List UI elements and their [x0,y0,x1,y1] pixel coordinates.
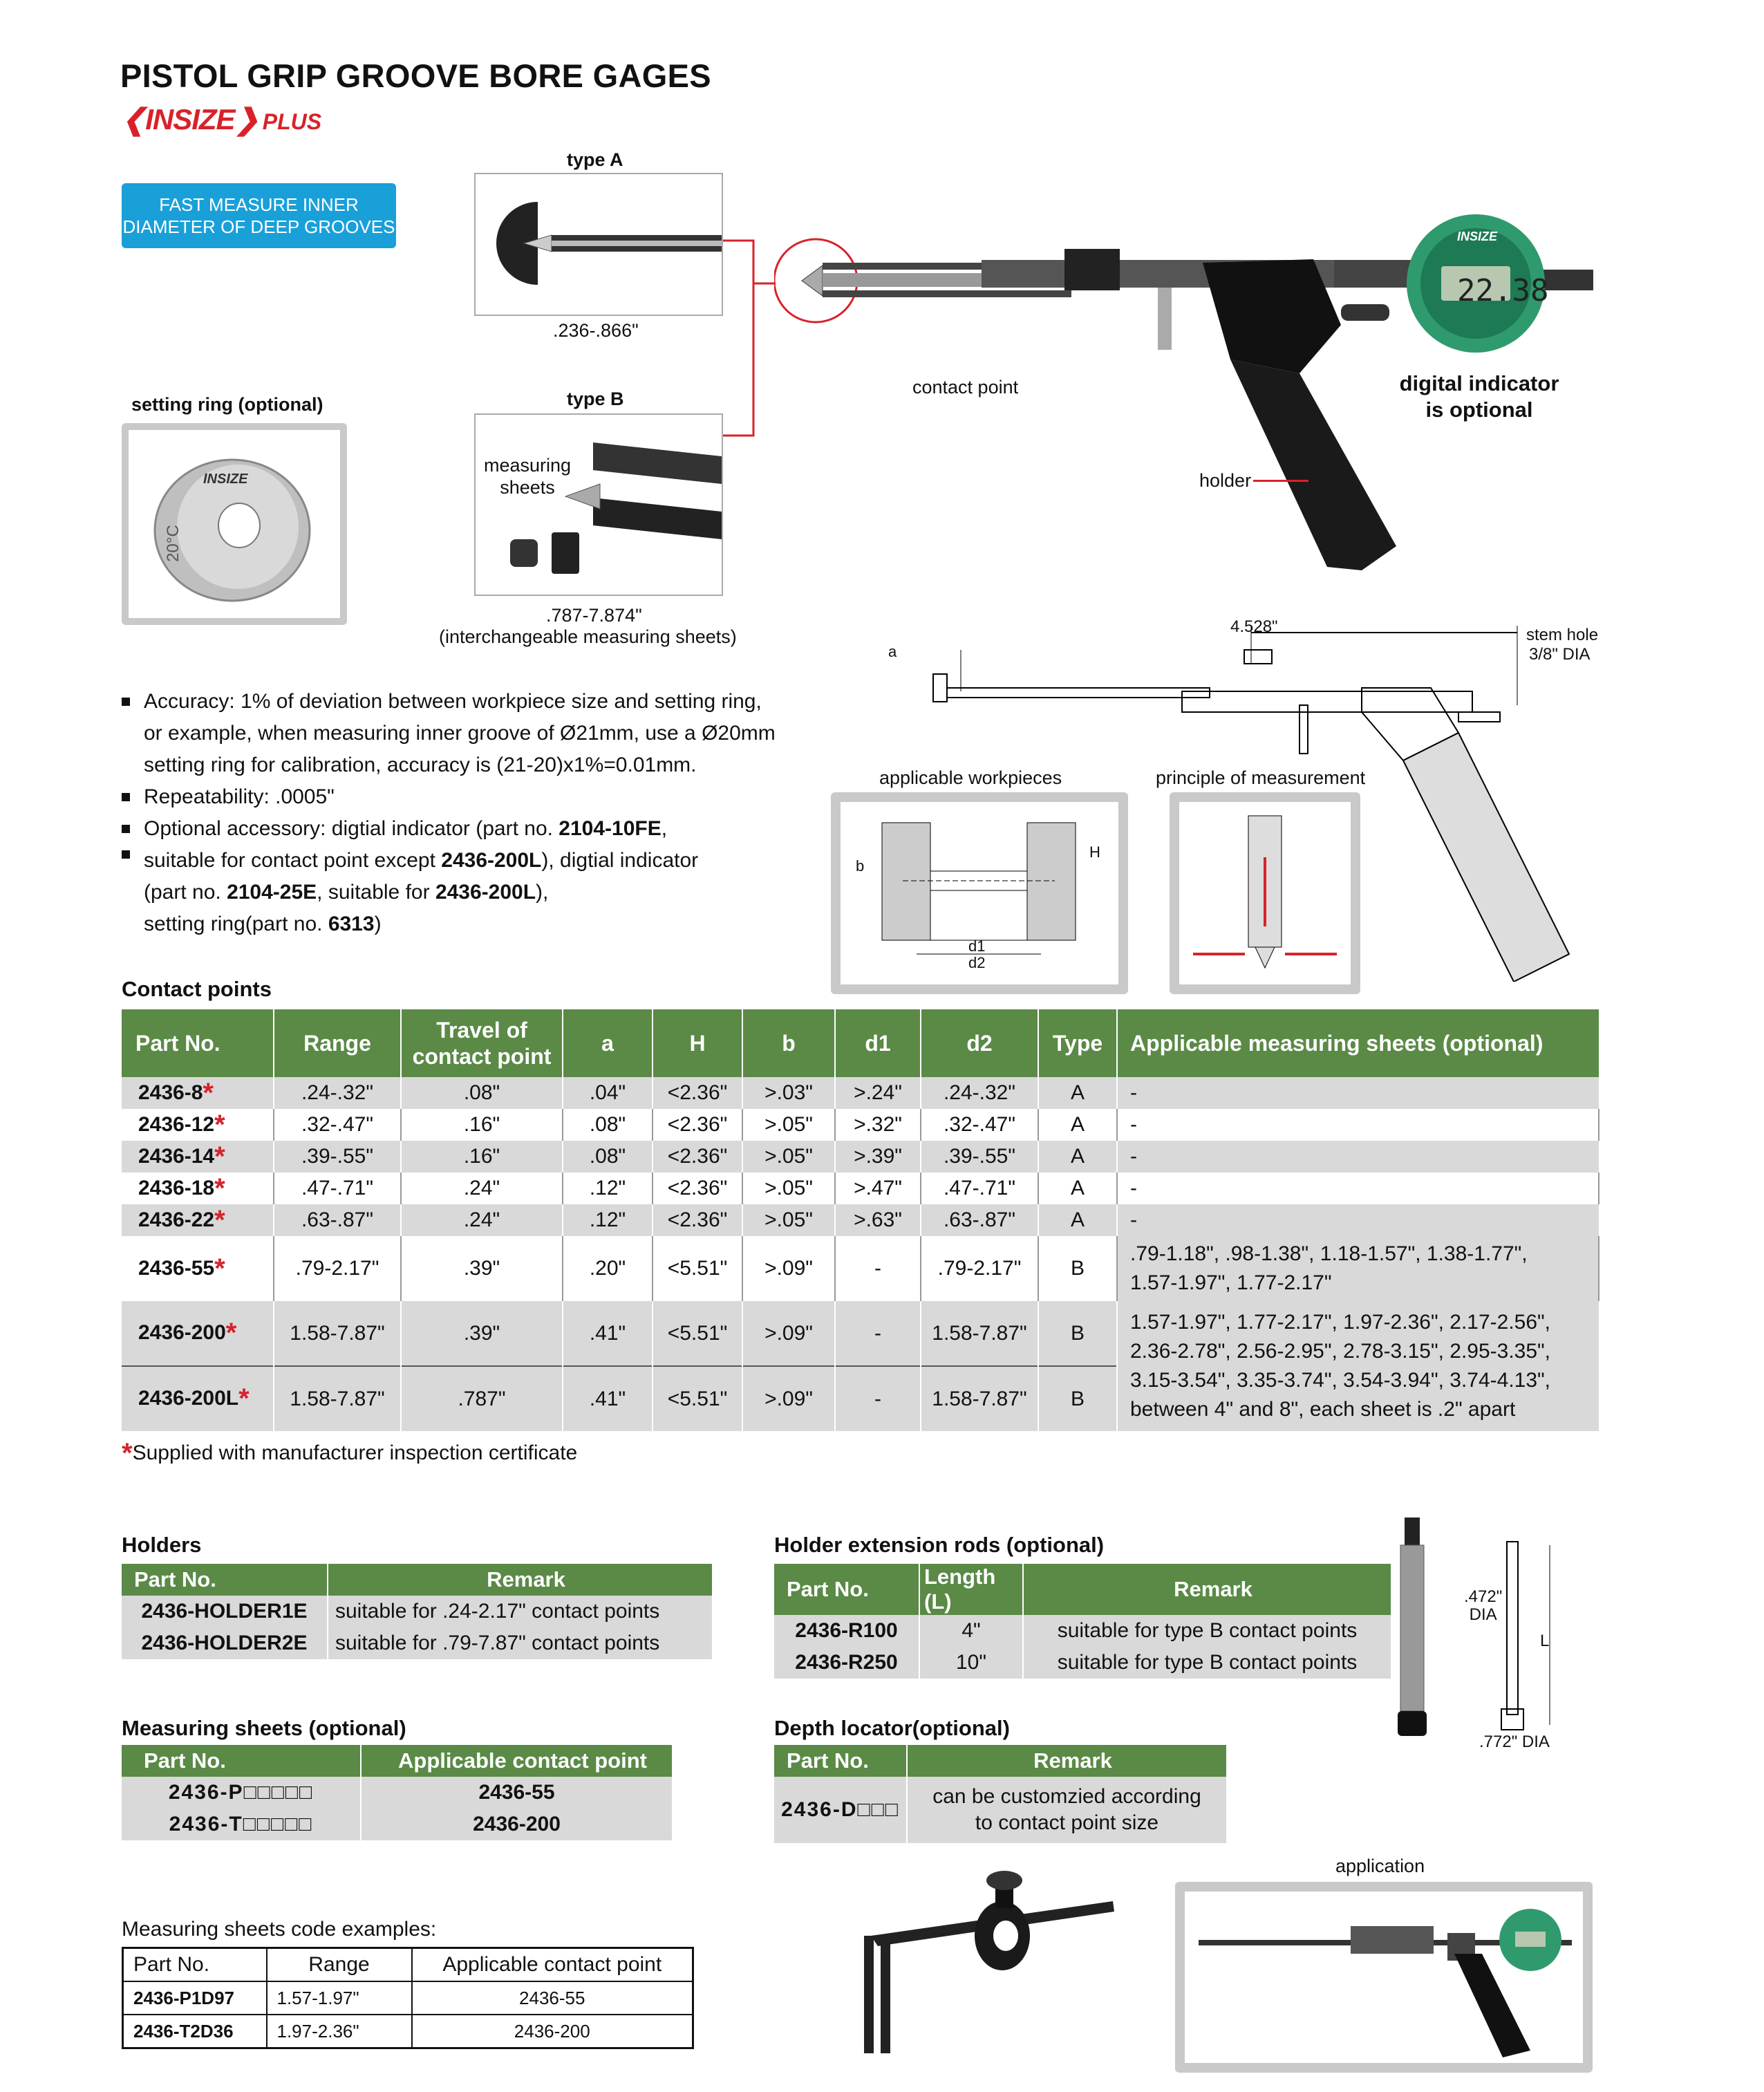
dim-a-label: a [888,643,897,660]
digital-indicator-note-line1: digital indicator [1399,371,1559,395]
col-b: b [742,1009,835,1077]
application-photo [1185,1892,1583,2063]
feature-list [122,686,868,940]
type-b-range: .787-7.874" [546,605,642,626]
wp-d2-label: d2 [968,954,986,971]
bullet-accessory: Optional accessory: digtial indicator (part no. 2104-10FE, [122,813,868,845]
holders-col-part: Part No. [122,1564,328,1596]
rods-col-part: Part No. [774,1564,919,1615]
rod-length-label: L [1540,1632,1550,1650]
table-row: 2436-T□□□□□ 2436-200 [122,1809,672,1840]
indicator-display: 22.38 [1457,273,1549,308]
rod-772-label: .772" DIA [1479,1733,1550,1751]
measuring-sheets-heading: Measuring sheets (optional) [122,1716,406,1740]
measuring-sheets-table [122,1745,672,1840]
stem-dia-label: 3/8" DIA [1529,645,1591,664]
rods-col-remark: Remark [1023,1564,1391,1615]
applicable-workpieces-label: applicable workpieces [879,767,1062,788]
workpiece-diagram [841,802,1118,984]
application-frame [1175,1882,1593,2073]
type-b-contact-image [476,415,722,595]
code-examples-table [122,1947,694,2049]
brand-logo-plus: PLUS [262,109,322,134]
col-d2: d2 [921,1009,1038,1077]
table-row: 2436-T2D36 1.97-2.36" 2436-200 [123,2015,693,2048]
wp-d1-label: d1 [968,937,986,955]
type-a-range: .236-.866" [553,320,639,341]
extension-rods-heading: Holder extension rods (optional) [774,1533,1105,1557]
contact-points-header [122,1009,1599,1077]
holders-table [122,1564,712,1659]
bullet-repeatability: Repeatability: .0005" [122,781,868,813]
col-a: a [563,1009,653,1077]
setting-ring-image [129,430,340,618]
table-row: 2436-14* .39-.55" .16" .08" <2.36" >.05" >.39" .39-.55" A - [122,1141,1599,1173]
feature-badge-line2: DIAMETER OF DEEP GROOVES [122,216,395,237]
feature-badge [122,183,396,248]
col-sheets: Applicable measuring sheets (optional) [1117,1009,1599,1077]
setting-ring-photo [129,430,340,618]
bullet-accessory-line3: (part no. 2104-25E, suitable for 2436-200L), [144,881,549,904]
type-b-photo [474,413,723,596]
col-travel: Travel of contact point [401,1009,563,1077]
table-row: 2436-200* 1.58-7.87" .39" .41" <5.51" >.09" - 1.58-7.87" B 1.57-1.97", 1.77-2.17", 1.97-2.36", 2.17-2.56", 2.36-2.78", 2.56-2.95", 2.78-3.15", 2.95-3.35", 3.15-3.54", 3.35-3.74", 3.54-3.94", 3.74-4.13", between 4" and 8", each sheet is .2" apart [122,1301,1599,1366]
table-row: 2436-HOLDER1E suitable for .24-2.17" contact points [122,1596,712,1627]
table-row: 2436-R100 4" suitable for type B contact points [774,1615,1391,1647]
setting-ring-temp: 20°C [163,525,182,562]
ex-col-range: Range [267,1948,412,1982]
table-row: 2436-8* .24-.32" .08" .04" <2.36" >.03" >.24" .24-.32" A - [122,1077,1599,1109]
indicator-brand: INSIZE [1457,230,1498,243]
table-row: 2436-R250 10" suitable for type B contact points [774,1647,1391,1679]
bullet-accessory-line2: suitable for contact point except 2436-200L), digtial indicator [122,845,868,877]
wp-b-label: b [856,857,865,875]
digital-indicator-note [1389,371,1569,423]
setting-ring-label: setting ring (optional) [131,394,323,415]
col-h: H [653,1009,742,1077]
brand-logo [122,102,321,144]
table-row: 2436-P1D97 1.57-1.97" 2436-55 [123,1981,693,2015]
rod-472-label: .472" DIA [1464,1587,1503,1624]
depth-locator-image [857,1860,1134,2067]
application-label: application [1335,1856,1425,1876]
setting-ring-frame [122,423,347,625]
depth-locator-table [774,1745,1226,1843]
dim-4528: 4.528" [1230,617,1278,636]
measuring-sheets-callout-line2: sheets [500,477,555,498]
col-d1: d1 [835,1009,921,1077]
sheets-col-part: Part No. [122,1745,361,1777]
depth-col-part: Part No. [774,1745,907,1777]
table-row: 2436-18* .47-.71" .24" .12" <2.36" >.05" >.47" .47-.71" A - [122,1173,1599,1204]
depth-locator-heading: Depth locator(optional) [774,1716,1010,1740]
sheets-200-cell: 1.57-1.97", 1.77-2.17", 1.97-2.36", 2.17-2.56", 2.36-2.78", 2.56-2.95", 2.78-3.15", 2.95-3.35", 3.15-3.54", 3.35-3.74", 3.54-3.94", 3.74-4.13", between 4" and 8", each sheet is .2" apart [1117,1301,1599,1431]
certificate-footnote: *Supplied with manufacturer inspection certificate [122,1438,578,1468]
measuring-sheets-callout [479,454,576,498]
contact-points-table [122,1009,1599,1431]
holders-heading: Holders [122,1533,202,1557]
contact-points-heading: Contact points [122,977,272,1001]
workpiece-frame [831,792,1128,994]
digital-indicator-note-line2: is optional [1425,398,1533,422]
stem-hole-label: stem hole [1526,626,1599,644]
principle-label: principle of measurement [1156,767,1366,788]
feature-badge-line1: FAST MEASURE INNER [159,194,359,215]
ex-col-applicable: Applicable contact point [412,1948,693,1982]
depth-col-remark: Remark [907,1745,1226,1777]
col-part: Part No. [122,1009,274,1077]
principle-frame [1170,792,1360,994]
extension-rods-table [774,1564,1391,1679]
table-row: 2436-12* .32-.47" .16" .08" <2.36" >.05" >.32" .32-.47" A - [122,1109,1599,1141]
sheets-col-applicable: Applicable contact point [361,1745,672,1777]
bullet-accuracy: Accuracy: 1% of deviation between workpiece size and setting ring, [122,686,868,718]
ex-col-part: Part No. [123,1948,267,1982]
setting-ring-brand: INSIZE [203,471,248,487]
table-row: 2436-P□□□□□ 2436-55 [122,1777,672,1809]
holder-label: holder [1199,470,1252,491]
wp-h-label: H [1089,843,1100,861]
holder-callout-line [1253,480,1308,482]
bullet-accuracy-line3: setting ring for calibration, accuracy is (21-20)x1%=0.01mm. [144,754,697,776]
col-range: Range [274,1009,401,1077]
rods-col-length: Length (L) [919,1564,1023,1615]
table-row: 2436-22* .63-.87" .24" .12" <2.36" >.05" >.63" .63-.87" A - [122,1204,1599,1236]
measuring-sheets-callout-line1: measuring [483,455,572,476]
principle-diagram [1179,802,1351,984]
contact-point-label: contact point [912,377,1019,398]
table-row: 2436-HOLDER2E suitable for .79-7.87" contact points [122,1627,712,1659]
table-row: 2436-200L* 1.58-7.87" .787" .41" <5.51" >.09" - 1.58-7.87" B [122,1366,1599,1431]
bullet-accuracy-line2: or example, when measuring inner groove of Ø21mm, use a Ø20mm [144,722,776,745]
holders-col-remark: Remark [328,1564,712,1596]
brand-logo-main: ❮INSIZE❯ [122,103,259,136]
col-type: Type [1038,1009,1117,1077]
type-a-label: type A [567,149,623,170]
table-row: 2436-55* .79-2.17" .39" .20" <5.51" >.09" - .79-2.17" B .79-1.18", .98-1.38", 1.18-1.57", 1.38-1.77", 1.57-1.97", 1.77-2.17" [122,1236,1599,1301]
bullet-accessory-line4: setting ring(part no. 6313) [144,913,382,935]
page-title: PISTOL GRIP GROOVE BORE GAGES [120,57,711,94]
type-a-contact-image [476,174,722,315]
type-a-photo [474,173,723,316]
type-b-note: (interchangeable measuring sheets) [439,626,737,647]
code-examples-heading: Measuring sheets code examples: [122,1918,437,1941]
type-b-label: type B [567,389,624,409]
table-row: 2436-D□□□ can be customzied according to contact point size [774,1777,1226,1843]
